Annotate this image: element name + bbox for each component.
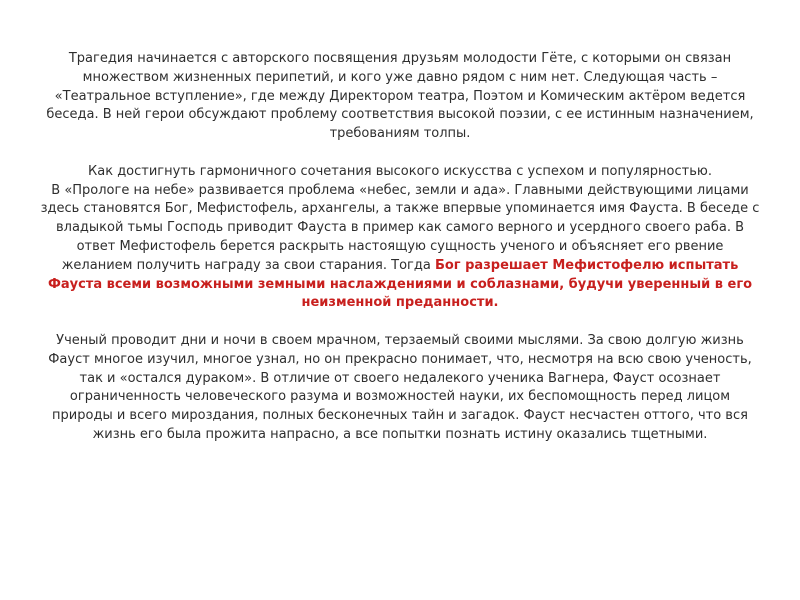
slide-text-block [40, 50, 760, 445]
prologue-emphasis-text: Бог разрешает Мефистофелю испытать Фауста всеми возможными земными наслаждениями и соблазнами, будучи уверенный в его неизменной преданности. [47, 257, 753, 311]
paragraph-gap [40, 313, 760, 332]
faust-paragraph: Ученый проводит дни и ночи в своем мрачном, терзаемый своими мыслями. За свою долгую жизнь Фауст многое изучил, многое узнал, но он прекрасно понимает, что, несмотря на всю свою ученость, так и «остался дураком». В отличие от своего недалекого ученика Вагнера, Фауст осознает ограниченность человеческого разума и возможностей науки, их беспомощность перед лицом природы и всего мироздания, полных бесконечных тайн и загадок. Фауст несчастен оттого, что вся жизнь его была прожита напрасно, а все попытки познать истину оказались тщетными. [48, 332, 752, 442]
prologue-paragraph [40, 182, 760, 314]
intro-paragraph: Трагедия начинается с авторского посвящения друзьям молодости Гёте, с которыми он связан множеством жизненных перипетий, и кого уже давно рядом с ним нет. Следующая часть – «Театральное вступление», где между Директором театра, Поэтом и Комическим актёром ведется беседа. В ней герои обсуждают проблему соответствия высокой поэзии, с ее истинным назначением, требованиям толпы. [46, 51, 754, 142]
prologue-text: В «Прологе на небе» развивается проблема «небес, земли и ада». Главными действующими лицами здесь становятся Бог, Мефистофель, архангелы, а также впервые упоминается имя Фауста. В беседе с владыкой тьмы Господь приводит Фауста в пример как самого верного и усердного своего раба. В ответ Мефистофель берется раскрыть настоящую сущность ученого и объясняет его рвение желанием получить награду за свои старания. Тогда [40, 182, 760, 273]
question-paragraph: Как достигнуть гармоничного сочетания высокого искусства с успехом и популярностью. [88, 163, 712, 179]
paragraph-gap [40, 144, 760, 163]
